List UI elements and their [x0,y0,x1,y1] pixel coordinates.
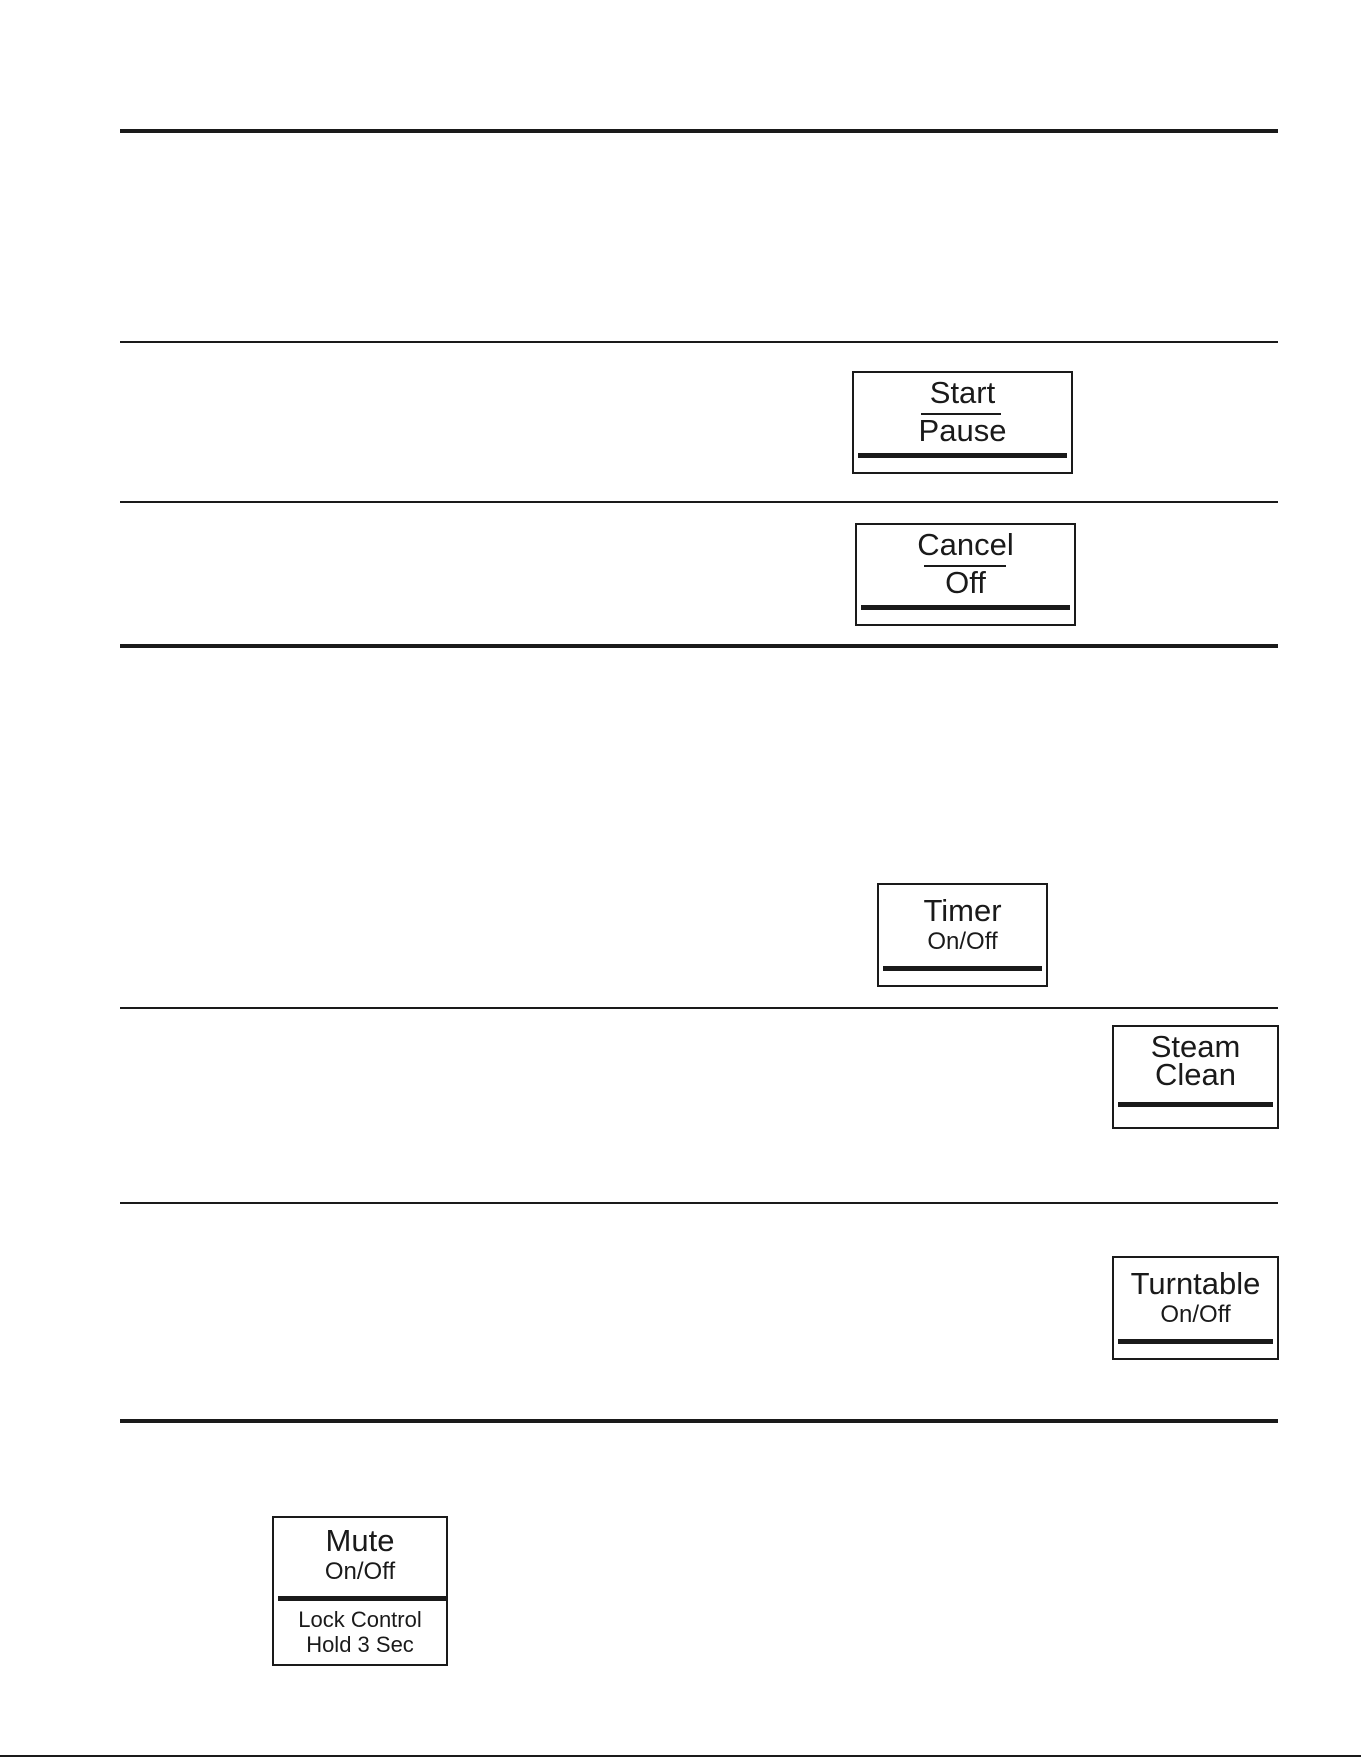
cancel-off-bar [861,605,1070,610]
off-label: Off [945,565,986,600]
timer-label: Timer [923,893,1002,928]
timer-key[interactable] [877,883,1048,987]
timer-bar [883,966,1042,971]
clean-label: Clean [1155,1057,1236,1092]
steam-clean-bar [1118,1102,1273,1107]
section-rule-mute [120,1419,1278,1423]
steam-label: Steam [1150,1029,1241,1064]
lock-control-label: Lock Control [298,1607,422,1632]
section-rule-start [120,341,1278,343]
section-rule-cancel [120,501,1278,503]
start-label: Start [929,375,996,410]
start-pause-key[interactable] [852,371,1073,474]
hold-3-sec-label: Hold 3 Sec [306,1632,414,1657]
start-pause-bar [858,453,1067,458]
steam-clean-key[interactable] [1112,1025,1279,1129]
cancel-off-key[interactable] [855,523,1076,626]
pause-label: Pause [918,413,1007,448]
mute-onoff-label: On/Off [324,1558,396,1585]
cancel-label: Cancel [917,527,1014,562]
section-rule-turntable [120,1202,1278,1204]
turntable-onoff-label: On/Off [1160,1301,1231,1328]
section-rule-timer [120,644,1278,648]
section-rule-steam [120,1007,1278,1009]
turntable-bar [1118,1339,1273,1344]
turntable-label: Turntable [1130,1266,1261,1301]
bottom-edge-rule [0,1755,1361,1757]
turntable-key[interactable] [1112,1256,1279,1360]
mute-lock-bar [278,1596,446,1601]
mute-lock-key[interactable] [272,1516,448,1666]
top-rule [120,129,1278,133]
timer-onoff-label: On/Off [927,928,998,955]
mute-label: Mute [325,1523,395,1558]
